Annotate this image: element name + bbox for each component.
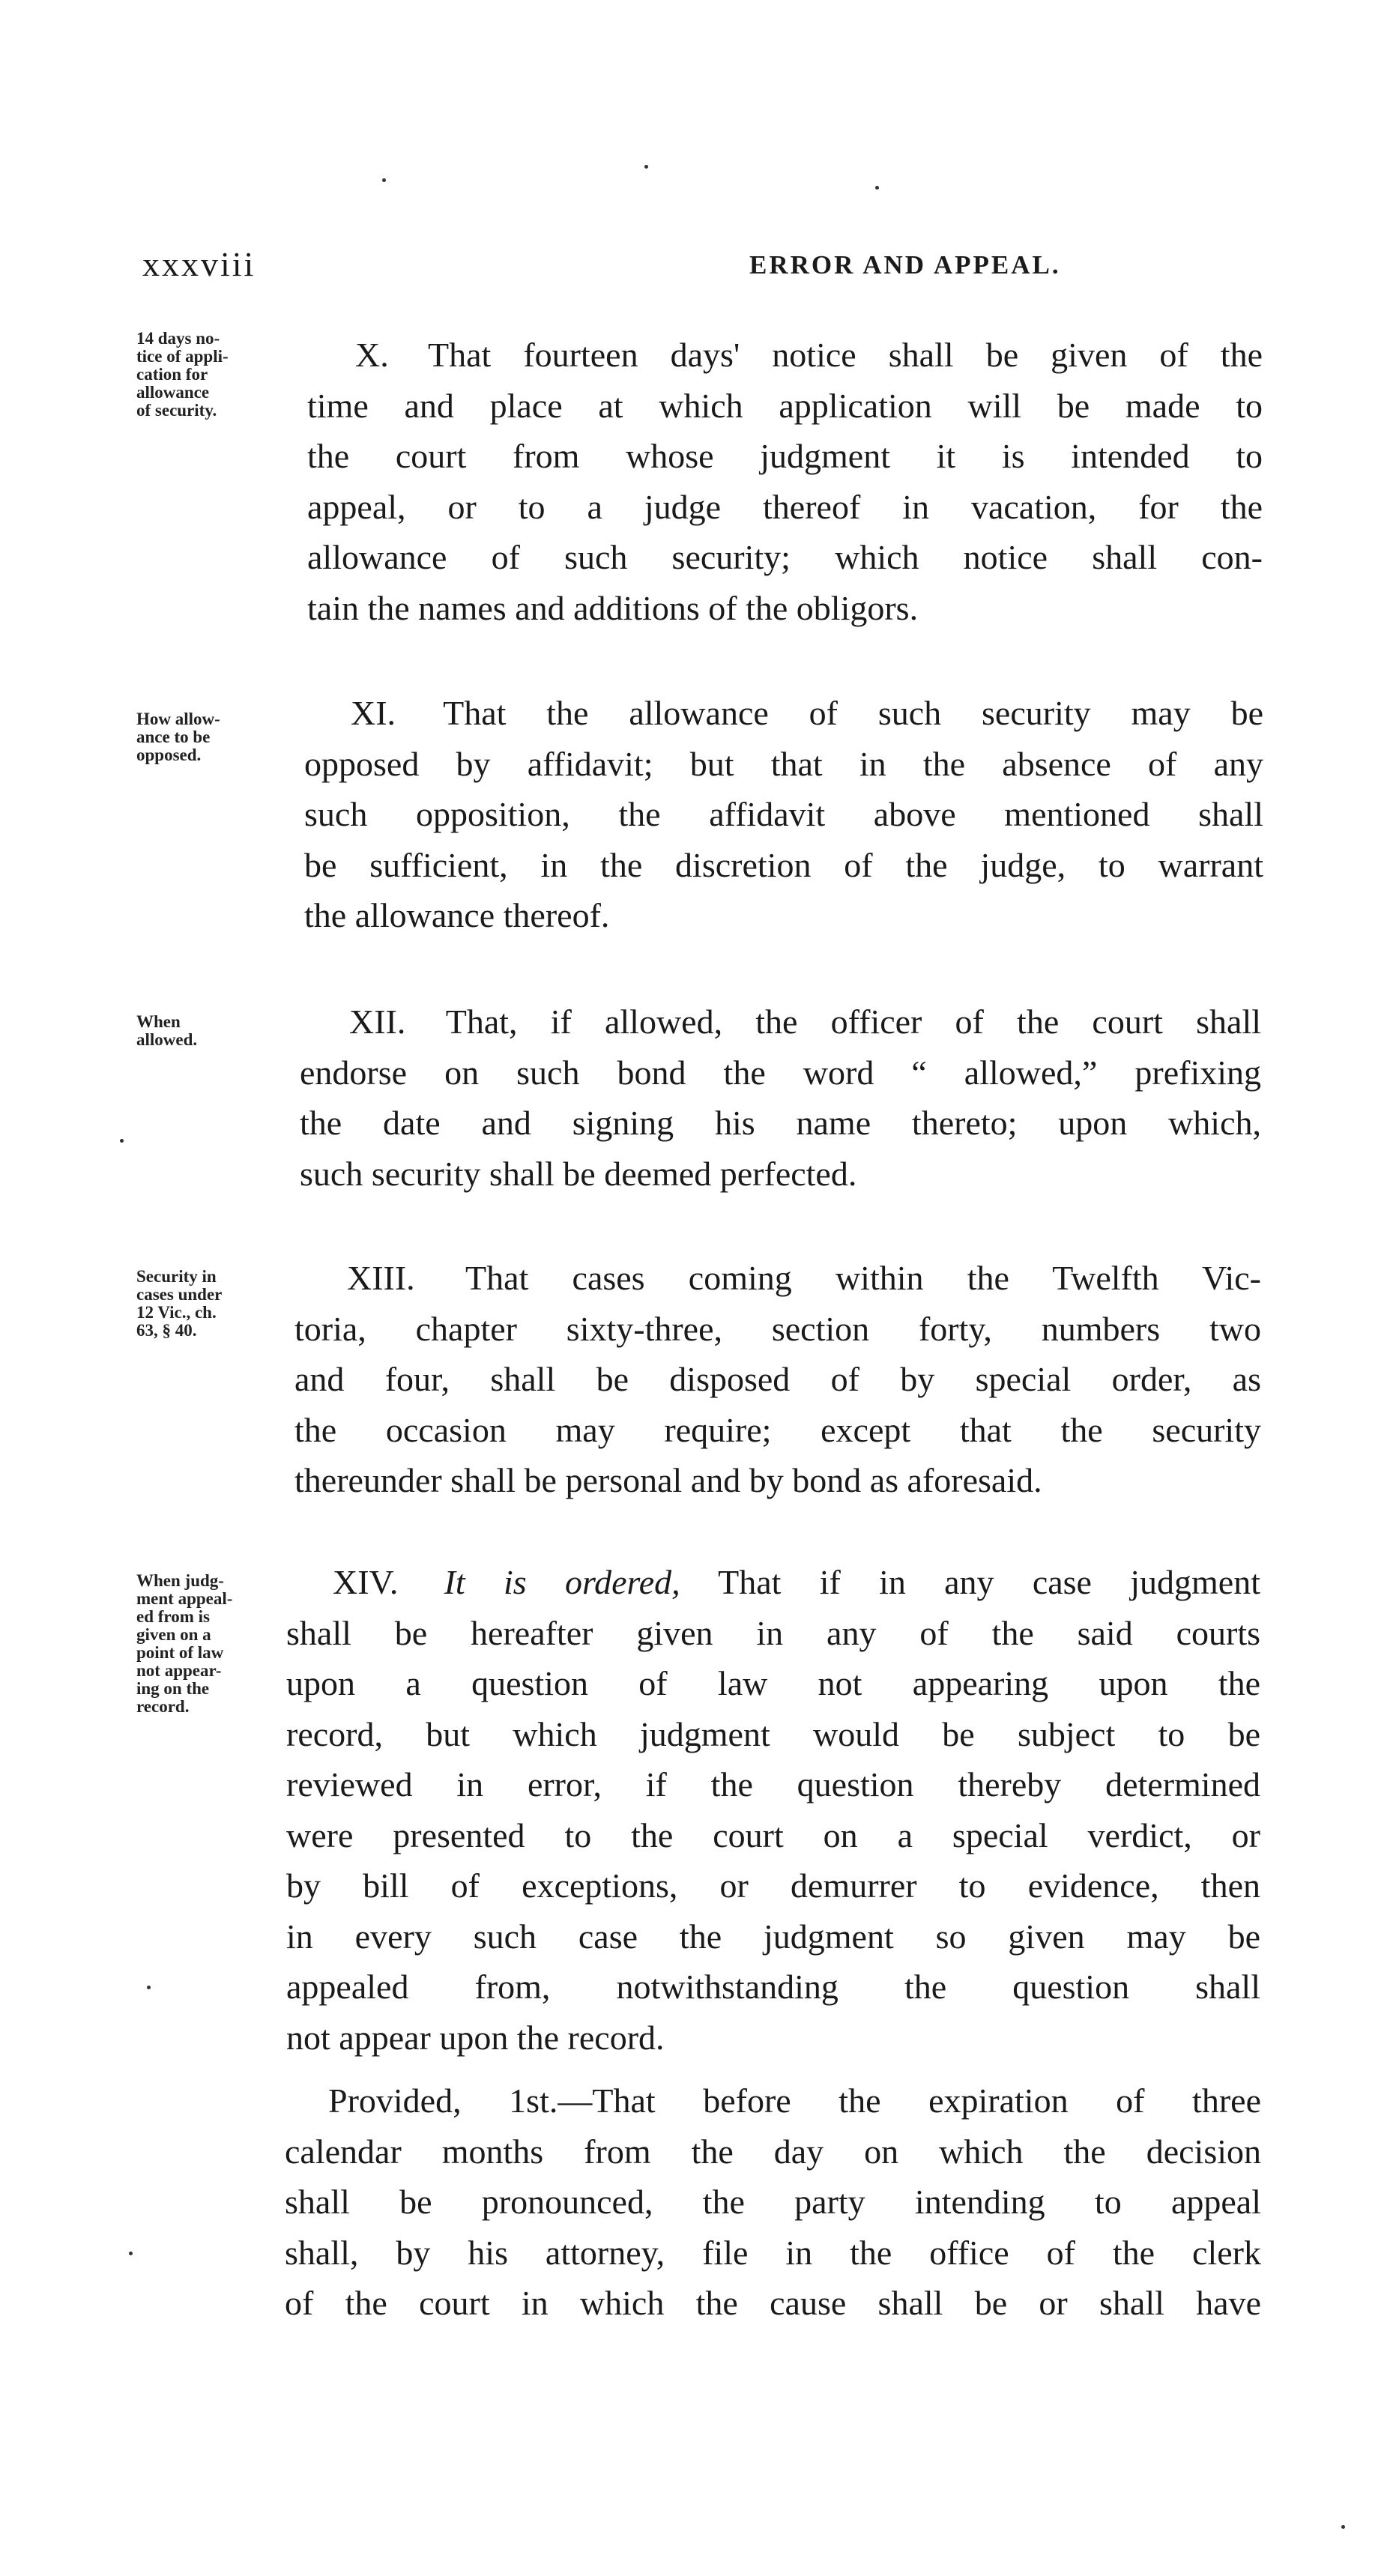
print-speck xyxy=(875,186,879,190)
paragraph: XIII. That cases coming within the Twelfth Vic- toria, chapter sixty-three, section forty, numbers two and four, shall be disposed of by special order, as the occasion may require; except that the security thereunder shall be personal and by bond as aforesaid. xyxy=(294,1259,1261,1499)
paragraph: XII. That, if allowed, the officer of the court shall endorse on such bond the word “ allowed,” prefixing the date and signing his name thereto; upon which, such security shall be deemed perfected. xyxy=(300,1003,1262,1193)
section-numeral: X. xyxy=(355,336,389,374)
paragraph: Provided, 1st.—That before the expiration of three calendar months from the day on which the decision shall be pronounced, the party intending to appeal shall, by his attorney, file in the office of the clerk of the court in which the cause shall be or shall have xyxy=(285,2081,1261,2322)
print-speck xyxy=(147,1986,151,1989)
print-speck xyxy=(382,178,386,182)
sidenote: When judg- ment appeal- ed from is given on a point of law not appear- ing on the record. xyxy=(136,1571,233,1716)
section-numeral: XIV. xyxy=(333,1563,399,1601)
print-speck xyxy=(129,2252,133,2255)
paragraph: XIV. It is ordered, That if in any case judgment shall be hereafter given in any of the said courts upon a question of law not appearing upon the record, but which judgment would be subject to be reviewed in error, if the question thereby determined were presented to the court on a special verdict, or by bill of exceptions, or demurrer to evidence, then in every such case the judgment so given may be appealed from, notwithstanding the question shall not appear upon the record. xyxy=(286,1563,1260,2057)
print-speck xyxy=(644,165,648,169)
page-header xyxy=(142,244,1266,289)
section-numeral: XIII. xyxy=(347,1259,415,1297)
page-number: xxxviii xyxy=(142,245,256,283)
print-speck xyxy=(120,1139,124,1143)
section-numeral: XI. xyxy=(351,694,396,732)
sidenote: Security in cases under 12 Vic., ch. 63, § 40. xyxy=(136,1267,223,1340)
print-speck xyxy=(1341,2525,1345,2529)
paragraph: XI. That the allowance of such security may be opposed by affidavit; but that in the absence of any such opposition, the affidavit above mentioned shall be sufficient, in the discretion of the judge, to warrant the allowance thereof. xyxy=(304,694,1263,934)
sidenote: 14 days no- tice of appli- cation for allowance of security. xyxy=(136,329,229,420)
sidenote: How allow- ance to be opposed. xyxy=(136,710,220,764)
section-numeral: XII. xyxy=(349,1003,406,1041)
italic-lead: It is ordered, xyxy=(444,1563,680,1601)
sidenote: When allowed. xyxy=(136,1012,198,1049)
paragraph: X. That fourteen days' notice shall be given of the time and place at which application will be made to the court from whose judgment it is intended to appeal, or to a judge thereof in vacation, for the allowance of such security; which notice shall con- tain the names and additions of the obligors. xyxy=(307,336,1263,627)
running-head: ERROR AND APPEAL. xyxy=(749,250,1061,279)
